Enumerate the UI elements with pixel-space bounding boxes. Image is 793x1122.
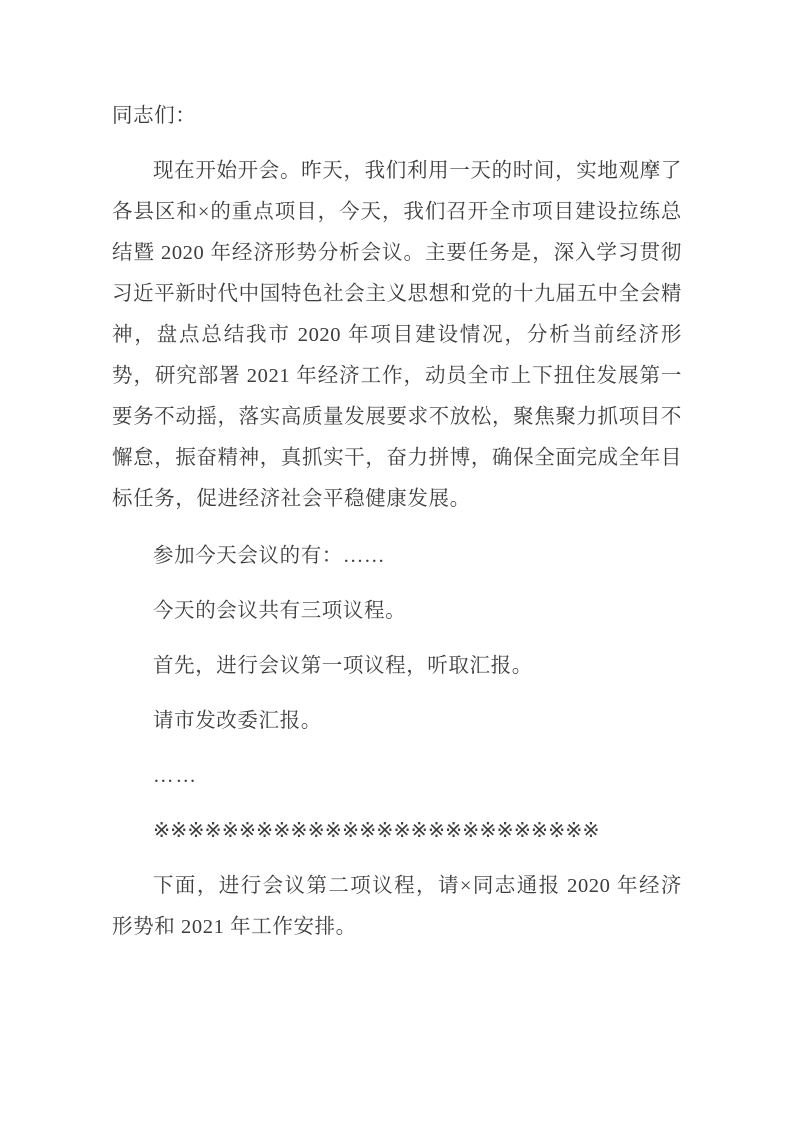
paragraph-attendees: 参加今天会议的有：……	[153, 545, 386, 567]
document-body	[112, 96, 682, 948]
paragraph-opening-remarks: 现在开始开会。昨天，我们利用一天的时间，实地观摩了各县区和×的重点项目，今天，我们召开全市项目建设拉练总结暨 2020 年经济形势分析会议。主要任务是，深入学习贯彻习近平新时代中国特色社会主义思想和党的十九届五中全会精神，盘点总结我市 2020 年项目建设情况，分析当前经济形势，研究部署 2021 年经济工作，动员全市上下扭住发展第一要务不动摇，落实高质量发展要求不放松，聚焦聚力抓项目不懈怠，振奋精神，真抓实干，奋力拼博，确保全面完成全年目标任务，促进经济社会平稳健康发展。	[112, 160, 682, 510]
paragraph-star-separator: ※※※※※※※※※※※※※※※※※※※※※※※※※※	[153, 820, 600, 842]
paragraph-agenda-count: 今天的会议共有三项议程。	[153, 600, 407, 622]
paragraph-report-request: 请市发改委汇报。	[153, 710, 322, 732]
paragraph-ellipsis: ……	[153, 765, 198, 787]
paragraph-agenda-item-two: 下面，进行会议第二项议程，请×同志通报 2020 年经济形势和 2021 年工作安排。	[112, 875, 682, 938]
paragraph-salutation: 同志们：	[112, 105, 197, 127]
paragraph-agenda-item-one: 首先，进行会议第一项议程，听取汇报。	[153, 655, 533, 677]
